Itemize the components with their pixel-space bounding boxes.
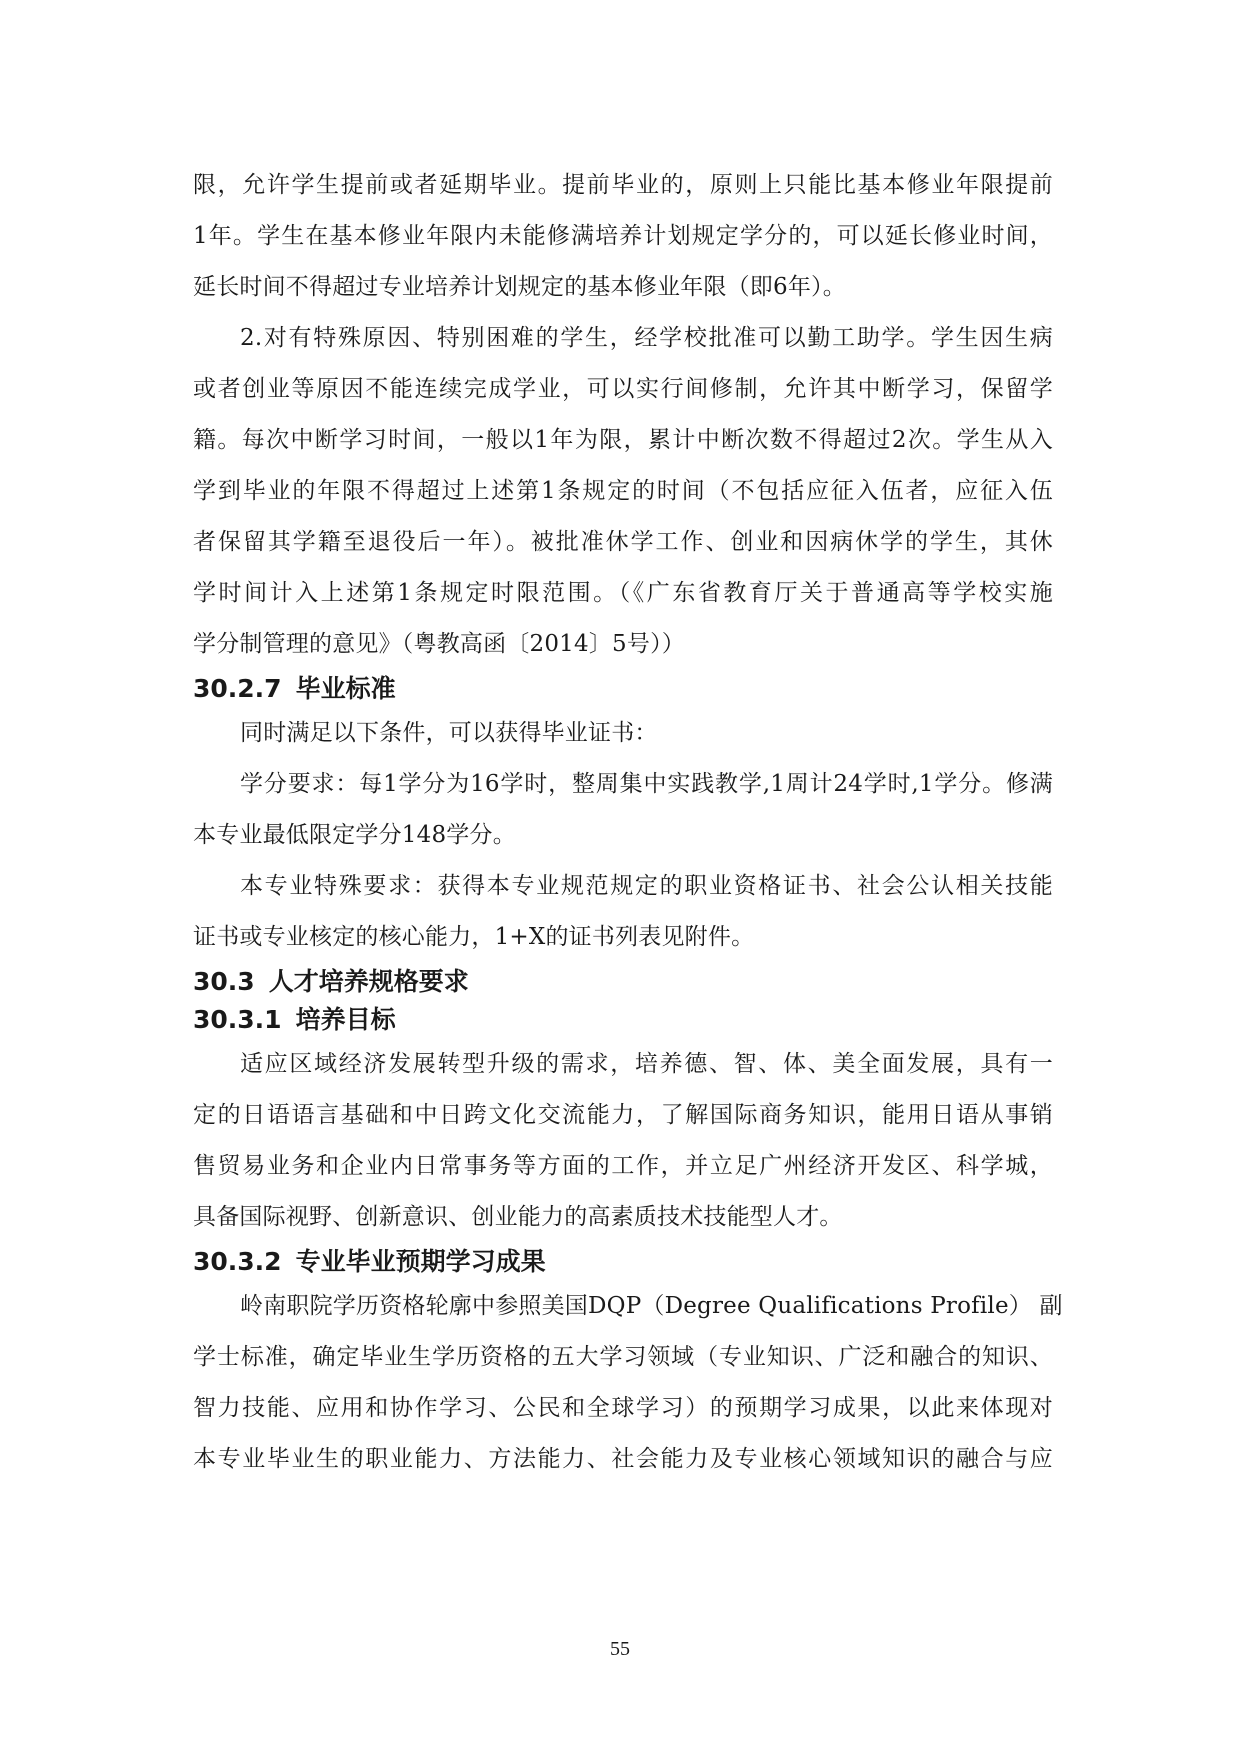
paragraph — [193, 160, 1053, 313]
section-title: 培养目标 — [295, 1005, 396, 1034]
text-line: 本专业毕业生的职业能力、方法能力、社会能力及专业核心领域知识的融合与应 — [193, 1446, 1053, 1472]
paragraph — [193, 1039, 1053, 1243]
paragraph — [193, 861, 1053, 963]
section-number: 30.3.1 — [193, 1005, 282, 1034]
text-line: 本专业特殊要求：获得本专业规范规定的职业资格证书、社会公认相关技能 — [240, 873, 1053, 899]
text-line: 或者创业等原因不能连续完成学业，可以实行间修制，允许其中断学习，保留学 — [193, 376, 1053, 402]
text-line: 学分要求：每1学分为16学时，整周集中实践教学,1周计24学时,1学分。修满 — [240, 771, 1053, 797]
text-line: 智力技能、应用和协作学习、公民和全球学习）的预期学习成果，以此来体现对 — [193, 1395, 1053, 1421]
section-heading — [193, 1001, 1053, 1039]
text-line: 学分制管理的意见》（粤教高函〔2014〕5号）） — [193, 631, 685, 657]
text-line: 定的日语语言基础和中日跨文化交流能力，了解国际商务知识，能用日语从事销 — [193, 1102, 1053, 1128]
text-line: 学到毕业的年限不得超过上述第1条规定的时间（不包括应征入伍者，应征入伍 — [193, 478, 1053, 504]
section-title: 毕业标准 — [295, 674, 396, 703]
section-title: 专业毕业预期学习成果 — [295, 1247, 546, 1276]
text-line: 本专业最低限定学分148学分。 — [193, 822, 516, 848]
text-line: 限，允许学生提前或者延期毕业。提前毕业的，原则上只能比基本修业年限提前 — [193, 172, 1053, 198]
page-number: 55 — [610, 1638, 630, 1660]
text-line: 延长时间不得超过专业培养计划规定的基本修业年限（即6年）。 — [193, 274, 846, 300]
paragraph — [193, 708, 1053, 759]
section-number: 30.2.7 — [193, 674, 282, 703]
section-heading — [193, 670, 1053, 708]
text-line: 售贸易业务和企业内日常事务等方面的工作，并立足广州经济开发区、科学城， — [193, 1153, 1053, 1179]
section-number: 30.3.2 — [193, 1247, 282, 1276]
text-line: 岭南职院学历资格轮廓中参照美国DQP（Degree Qualifications Profile） 副 — [240, 1293, 1063, 1319]
text-line: 同时满足以下条件，可以获得毕业证书： — [240, 720, 658, 746]
text-line: 1年。学生在基本修业年限内未能修满培养计划规定学分的，可以延长修业时间， — [193, 223, 1053, 249]
text-line: 具备国际视野、创新意识、创业能力的高素质技术技能型人才。 — [193, 1204, 843, 1230]
section-title: 人才培养规格要求 — [268, 967, 469, 996]
section-heading — [193, 963, 1053, 1001]
section-heading — [193, 1243, 1053, 1281]
text-line: 证书或专业核定的核心能力，1+X的证书列表见附件。 — [193, 924, 755, 950]
paragraph — [193, 759, 1053, 861]
paragraph — [193, 313, 1053, 670]
section-number: 30.3 — [193, 967, 255, 996]
text-line: 2.对有特殊原因、特别困难的学生，经学校批准可以勤工助学。学生因生病 — [240, 325, 1053, 351]
text-line: 者保留其学籍至退役后一年）。被批准休学工作、创业和因病休学的学生，其休 — [193, 529, 1053, 555]
document-body — [193, 160, 1063, 1485]
paragraph — [193, 1281, 1063, 1485]
text-line: 学时间计入上述第1条规定时限范围。（《广东省教育厅关于普通高等学校实施 — [193, 580, 1053, 606]
text-line: 适应区域经济发展转型升级的需求，培养德、智、体、美全面发展，具有一 — [240, 1051, 1053, 1077]
text-line: 籍。每次中断学习时间，一般以1年为限，累计中断次数不得超过2次。学生从入 — [193, 427, 1053, 453]
text-line: 学士标准，确定毕业生学历资格的五大学习领域（专业知识、广泛和融合的知识、 — [193, 1344, 1053, 1370]
